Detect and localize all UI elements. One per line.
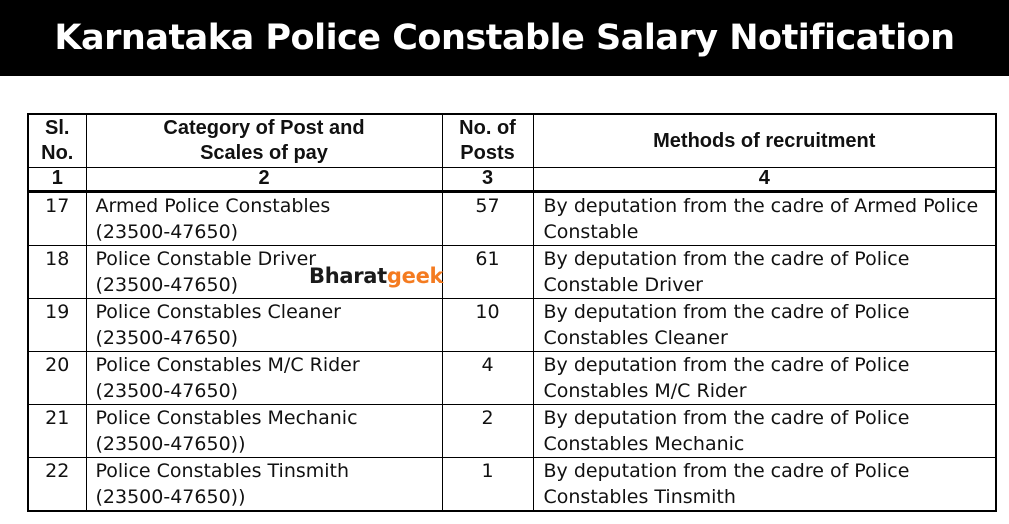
method-cell: By deputation from the cadre of Police Constable Driver (533, 246, 996, 299)
method-cell: By deputation from the cadre of Police Constables Cleaner (533, 299, 996, 352)
page-title: Karnataka Police Constable Salary Notification (54, 18, 955, 58)
watermark-logo (309, 264, 443, 288)
category-cell: Police Constable Driver (23500-47650) (86, 246, 442, 299)
watermark-text-geek: geek (386, 264, 444, 288)
sl-no-cell: 18 (28, 246, 86, 299)
column-number: 1 (28, 168, 86, 192)
method-cell: By deputation from the cadre of Armed Police Constable (533, 192, 996, 246)
sl-no-cell: 22 (28, 458, 86, 512)
category-cell: Armed Police Constables (23500-47650) (86, 192, 442, 246)
category-cell: Police Constables Tinsmith (23500-47650)) (86, 458, 442, 512)
table-row (28, 246, 996, 299)
table-row (28, 299, 996, 352)
watermark-text-bharat: Bharat (309, 264, 387, 288)
category-cell: Police Constables M/C Rider (23500-47650) (86, 352, 442, 405)
column-number: 3 (442, 168, 533, 192)
sl-no-cell: 17 (28, 192, 86, 246)
category-cell: Police Constables Mechanic (23500-47650)) (86, 405, 442, 458)
sl-no-cell: 20 (28, 352, 86, 405)
sl-no-cell: 21 (28, 405, 86, 458)
column-number-row (28, 168, 996, 192)
header-category: Category of Post and Scales of pay (86, 114, 442, 168)
posts-cell: 1 (442, 458, 533, 512)
header-sl-no: Sl. No. (28, 114, 86, 168)
table-header-row (28, 114, 996, 168)
column-number: 4 (533, 168, 996, 192)
salary-table (27, 113, 997, 512)
method-cell: By deputation from the cadre of Police Constables Tinsmith (533, 458, 996, 512)
table-row (28, 352, 996, 405)
title-banner (0, 0, 1009, 76)
table-row (28, 192, 996, 246)
category-cell: Police Constables Cleaner (23500-47650) (86, 299, 442, 352)
header-posts: No. of Posts (442, 114, 533, 168)
header-method: Methods of recruitment (533, 114, 996, 168)
posts-cell: 4 (442, 352, 533, 405)
method-cell: By deputation from the cadre of Police Constables Mechanic (533, 405, 996, 458)
table-row (28, 458, 996, 512)
column-number: 2 (86, 168, 442, 192)
table-row (28, 405, 996, 458)
posts-cell: 2 (442, 405, 533, 458)
posts-cell: 61 (442, 246, 533, 299)
method-cell: By deputation from the cadre of Police Constables M/C Rider (533, 352, 996, 405)
sl-no-cell: 19 (28, 299, 86, 352)
posts-cell: 57 (442, 192, 533, 246)
posts-cell: 10 (442, 299, 533, 352)
